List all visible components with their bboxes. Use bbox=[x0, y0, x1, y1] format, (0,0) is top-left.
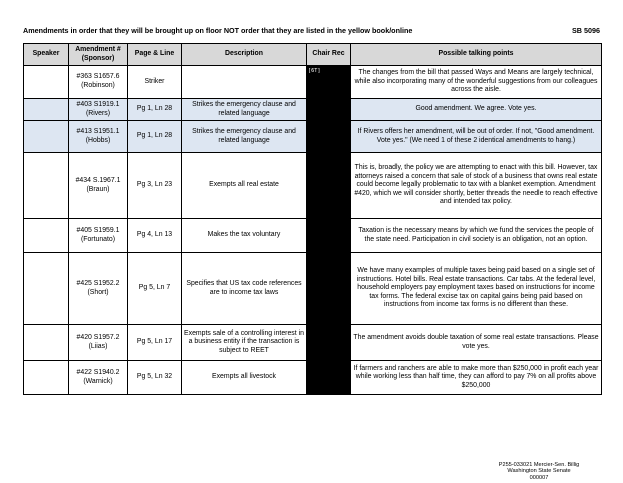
table-row bbox=[24, 253, 602, 325]
talking-points-cell: This is, broadly, the policy we are attempting to enact with this bill. However, tax attorneys raised a concern that sale of stock of a business that owns real estate could become legally problematic to tax with a blanket exemption. Amendment #420, which we will consider shortly, better threads the needle to reach effective and intended tax policy. bbox=[351, 153, 602, 219]
col-header-chair-rec: Chair Rec bbox=[307, 44, 351, 66]
amendment-cell: #422 S1940.2 (Warnick) bbox=[69, 361, 128, 395]
redaction-label: [6T] bbox=[308, 68, 321, 74]
page-line-cell: Pg 1, Ln 28 bbox=[128, 99, 182, 121]
description-cell: Specifies that US tax code references are to income tax laws bbox=[182, 253, 307, 325]
page-line-cell: Striker bbox=[128, 66, 182, 99]
table-row bbox=[24, 325, 602, 361]
col-header-speaker: Speaker bbox=[24, 44, 69, 66]
speaker-cell bbox=[24, 253, 69, 325]
chair-rec-cell bbox=[307, 361, 351, 395]
amendment-cell: #420 S1957.2 (Liias) bbox=[69, 325, 128, 361]
chair-rec-cell bbox=[307, 66, 351, 99]
description-cell: Exempts all livestock bbox=[182, 361, 307, 395]
col-header-description: Description bbox=[182, 44, 307, 66]
bill-number: SB 5096 bbox=[572, 26, 600, 35]
page-line-cell: Pg 5, Ln 7 bbox=[128, 253, 182, 325]
talking-points-cell: Taxation is the necessary means by which we fund the services the people of the state need. Participation in civil society is an obligation, not an option. bbox=[351, 219, 602, 253]
table-row bbox=[24, 66, 602, 99]
amendment-cell: #434 S.1967.1 (Braun) bbox=[69, 153, 128, 219]
chair-rec-cell bbox=[307, 99, 351, 121]
amendment-cell: #403 S1919.1 (Rivers) bbox=[69, 99, 128, 121]
chair-rec-cell bbox=[307, 121, 351, 153]
page-line-cell: Pg 3, Ln 23 bbox=[128, 153, 182, 219]
page-line-cell: Pg 5, Ln 32 bbox=[128, 361, 182, 395]
table-row bbox=[24, 361, 602, 395]
table-row bbox=[24, 121, 602, 153]
speaker-cell bbox=[24, 121, 69, 153]
document-header bbox=[23, 26, 600, 38]
amendment-cell: #425 S1952.2 (Short) bbox=[69, 253, 128, 325]
talking-points-cell: The changes from the bill that passed Ways and Means are largely technical, while also incorporating many of the wonderful suggestions from our colleagues across the aisle. bbox=[351, 66, 602, 99]
talking-points-cell: If farmers and ranchers are able to make more than $250,000 in profit each year while working less than half time, they can afford to pay 7% on all profits above $250,000 bbox=[351, 361, 602, 395]
description-cell: Exempts sale of a controlling interest in a business entity if the transaction is subject to REET bbox=[182, 325, 307, 361]
amendment-cell: #405 S1959.1 (Fortunato) bbox=[69, 219, 128, 253]
talking-points-cell: Good amendment. We agree. Vote yes. bbox=[351, 99, 602, 121]
table-row bbox=[24, 219, 602, 253]
footer-line-2: Washington State Senate bbox=[507, 468, 571, 475]
chair-rec-cell bbox=[307, 253, 351, 325]
description-cell bbox=[182, 66, 307, 99]
amendment-cell: #363 S1657.6 (Robinson) bbox=[69, 66, 128, 99]
col-header-talking-points: Possible talking points bbox=[351, 44, 602, 66]
description-cell: Strikes the emergency clause and related language bbox=[182, 99, 307, 121]
speaker-cell bbox=[24, 325, 69, 361]
page-line-cell: Pg 1, Ln 28 bbox=[128, 121, 182, 153]
table-row bbox=[24, 153, 602, 219]
page-line-cell: Pg 4, Ln 13 bbox=[128, 219, 182, 253]
document-footer bbox=[484, 462, 594, 481]
talking-points-cell: The amendment avoids double taxation of some real estate transactions. Please vote yes. bbox=[351, 325, 602, 361]
table-row bbox=[24, 99, 602, 121]
document-title: Amendments in order that they will be brought up on floor NOT order that they are listed in the yellow book/online bbox=[23, 26, 413, 35]
page-line-cell: Pg 5, Ln 17 bbox=[128, 325, 182, 361]
footer-line-1: P255-033021 Mercier-Sen. Billig bbox=[498, 462, 580, 468]
speaker-cell bbox=[24, 66, 69, 99]
footer-line-3: 000007 bbox=[529, 474, 549, 481]
description-cell: Strikes the emergency clause and related language bbox=[182, 121, 307, 153]
chair-rec-cell bbox=[307, 219, 351, 253]
talking-points-cell: We have many examples of multiple taxes being paid based on a single set of instructions. Hotel bills. Real estate transactions. Car tabs. At the federal level, household employers pay employment taxes based on instructions for income tax forms. The federal excise tax on capital gains being paid based on instructions from income tax forms is no different than these. bbox=[351, 253, 602, 325]
chair-rec-cell bbox=[307, 153, 351, 219]
col-header-page-line: Page & Line bbox=[128, 44, 182, 66]
speaker-cell bbox=[24, 153, 69, 219]
amendments-table bbox=[23, 43, 602, 395]
table-header-row bbox=[24, 44, 602, 66]
description-cell: Makes the tax voluntary bbox=[182, 219, 307, 253]
col-header-amendment bbox=[69, 44, 128, 66]
amendment-cell: #413 S1951.1 (Hobbs) bbox=[69, 121, 128, 153]
chair-rec-cell bbox=[307, 325, 351, 361]
col-header-amendment-text: Amendment # (Sponsor) bbox=[75, 45, 121, 62]
talking-points-cell: If Rivers offers her amendment, will be out of order. If not, "Good amendment. Vote yes." (We need 1 of these 2 identical amendments to hang.) bbox=[351, 121, 602, 153]
speaker-cell bbox=[24, 99, 69, 121]
speaker-cell bbox=[24, 361, 69, 395]
description-cell: Exempts all real estate bbox=[182, 153, 307, 219]
speaker-cell bbox=[24, 219, 69, 253]
